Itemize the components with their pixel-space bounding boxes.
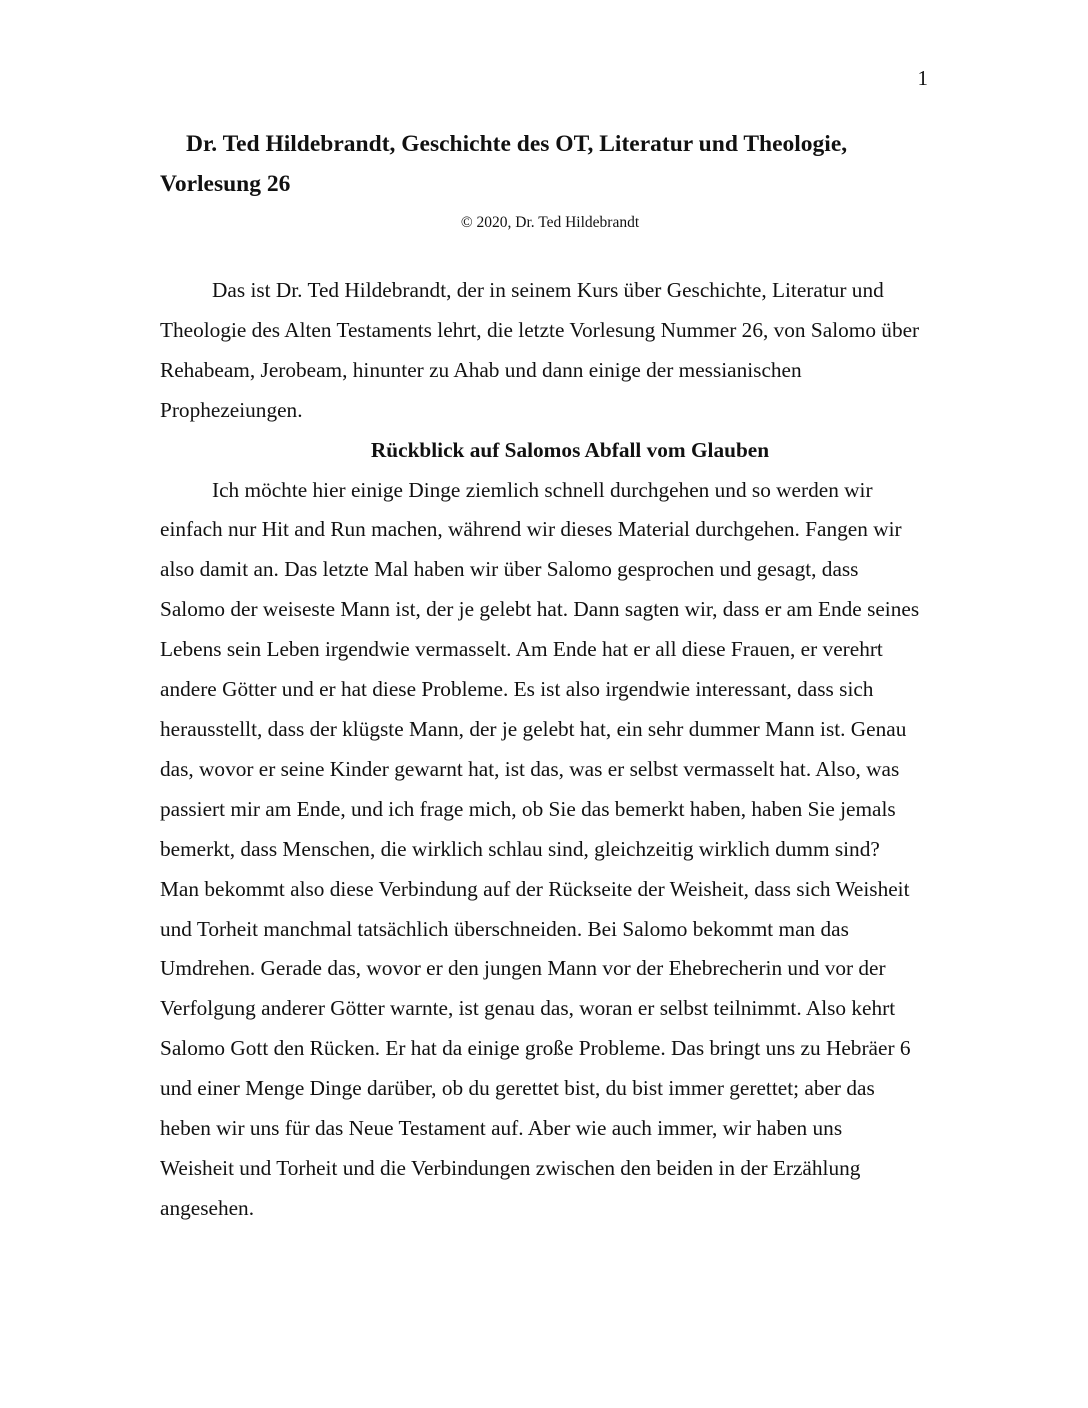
page-number: 1 bbox=[917, 66, 928, 90]
copyright-notice: © 2020, Dr. Ted Hildebrandt bbox=[460, 214, 640, 231]
page-content bbox=[160, 124, 920, 1229]
section-heading: Rückblick auf Salomos Abfall vom Glauben bbox=[370, 437, 770, 462]
intro-paragraph: Das ist Dr. Ted Hildebrandt, der in seinem Kurs über Geschichte, Literatur und Theologie des Alten Testaments lehrt, die letzte Vorlesung Nummer 26, von Salomo über Rehabeam, Jerobeam, hinunter zu Ahab und dann einige der messianischen Prophezeiungen. bbox=[160, 278, 920, 422]
document-title: Dr. Ted Hildebrandt, Geschichte des OT, Literatur und Theologie, Vorlesung 26 bbox=[160, 131, 848, 197]
section-paragraph: Ich möchte hier einige Dinge ziemlich schnell durchgehen und so werden wir einfach nur Hit and Run machen, während wir dieses Material durchgehen. Fangen wir also damit an. Das letzte Mal haben wir über Salomo gesprochen und gesagt, dass Salomo der weiseste Mann ist, der je gelebt hat. Dann sagten wir, dass er am Ende seines Lebens sein Leben irgendwie vermasselt. Am Ende hat er all diese Frauen, er verehrt andere Götter und er hat diese Probleme. Es ist also irgendwie interessant, dass sich herausstellt, dass der klügste Mann, der je gelebt hat, ein sehr dummer Mann ist. Genau das, wovor er seine Kinder gewarnt hat, ist das, was er selbst vermasselt hat. Also, was passiert mir am Ende, und ich frage mich, ob Sie das bemerkt haben, haben Sie jemals bemerkt, dass Menschen, die wirklich schlau sind, gleichzeitig wirklich dumm sind? Man bekommt also diese Verbindung auf der Rückseite der Weisheit, dass sich Weisheit und Torheit manchmal tatsächlich überschneiden. Bei Salomo bekommt man das Umdrehen. Gerade das, wovor er den jungen Mann vor der Ehebrecherin und vor der Verfolgung anderer Götter warnte, ist genau das, woran er selbst teilnimmt. Also kehrt Salomo Gott den Rücken. Er hat da einige große Probleme. Das bringt uns zu Hebräer 6 und einer Menge Dinge darüber, ob du gerettet bist, du bist immer gerettet; aber das heben wir uns für das Neue Testament auf. Aber wie auch immer, wir haben uns Weisheit und Torheit und die Verbindungen zwischen den beiden in der Erzählung angesehen. bbox=[160, 477, 920, 1220]
